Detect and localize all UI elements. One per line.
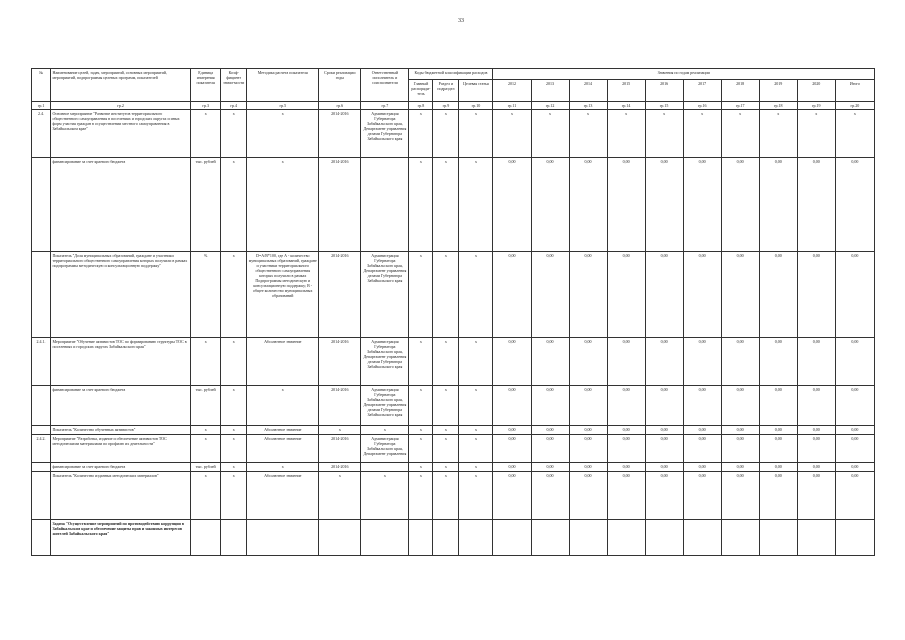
row-code-item: х (459, 472, 493, 520)
row-value: 0,00 (759, 338, 797, 386)
row-value: х (493, 110, 531, 158)
row-value: 0,00 (531, 435, 569, 463)
row-value: 0,00 (531, 252, 569, 338)
table-row (32, 472, 875, 520)
row-value: 0,00 (607, 463, 645, 472)
task-empty-cell (433, 520, 459, 556)
row-resp: х (361, 426, 409, 435)
row-value: 0,00 (607, 435, 645, 463)
row-method: D=A/B*100, где А - количество муниципальных образований, граждане и участники территориального общественного самоуправления которых получили в рамках Подпрограммы методическую и консультационную поддержку; В - общее количество муниципальных образований (247, 252, 319, 338)
task-empty-cell (531, 520, 569, 556)
table-row (32, 158, 875, 252)
row-value: 0,00 (683, 426, 721, 435)
row-name: финансирование за счет краевого бюджета (51, 386, 191, 426)
header-codes: Коды бюджетной классификации расходов (409, 69, 493, 80)
header-code-item: Целевая статья (459, 80, 493, 102)
row-no (32, 252, 51, 338)
row-method: Абсолютное значение (247, 426, 319, 435)
row-value: 0,00 (645, 472, 683, 520)
row-code-gr: х (409, 435, 433, 463)
row-value: 0,00 (721, 386, 759, 426)
column-number: гр.11 (493, 102, 531, 110)
row-no: 2.4. (32, 110, 51, 158)
row-value: 0,00 (835, 463, 874, 472)
row-coef: х (221, 435, 247, 463)
column-number: гр.1 (32, 102, 51, 110)
row-value: 0,00 (683, 472, 721, 520)
row-value: 0,00 (569, 463, 607, 472)
task-empty-cell (191, 520, 221, 556)
header-code-gr: Главный распоряди-тель (409, 80, 433, 102)
row-code-sec: х (433, 338, 459, 386)
row-value: 0,00 (607, 252, 645, 338)
row-method: Абсолютное значение (247, 435, 319, 463)
row-method: Абсолютное значение (247, 472, 319, 520)
table-row (32, 463, 875, 472)
task-empty-cell (759, 520, 797, 556)
row-value: 0,00 (721, 338, 759, 386)
row-period: х (319, 426, 361, 435)
task-empty-cell (683, 520, 721, 556)
row-value: 0,00 (835, 472, 874, 520)
row-code-item: х (459, 386, 493, 426)
header-name: Наименование целей, задач, мероприятий, основных мероприятий, мероприятий, подпрограммы целевых программ, показателей (51, 69, 191, 102)
table-row (32, 426, 875, 435)
row-no (32, 158, 51, 252)
row-value: 0,00 (569, 426, 607, 435)
row-code-sec: х (433, 158, 459, 252)
row-value: 0,00 (531, 386, 569, 426)
row-period: 2014-2016 (319, 463, 361, 472)
row-unit: х (191, 435, 221, 463)
row-code-sec: х (433, 472, 459, 520)
row-coef: х (221, 463, 247, 472)
header-year: 2016 (645, 80, 683, 102)
row-value: 0,00 (835, 426, 874, 435)
row-code-sec: х (433, 463, 459, 472)
header-year: 2017 (683, 80, 721, 102)
row-coef: х (221, 472, 247, 520)
row-no (32, 472, 51, 520)
row-value: 0,00 (493, 463, 531, 472)
row-resp: Администрация Губернатора Забайкальского края, Департамент управления делами Губернатора Забайкальского края (361, 252, 409, 338)
column-number: гр.2 (51, 102, 191, 110)
row-value: 0,00 (797, 386, 835, 426)
row-value: 0,00 (645, 338, 683, 386)
row-value: х (759, 110, 797, 158)
row-value: 0,00 (569, 158, 607, 252)
row-value: 0,00 (683, 252, 721, 338)
row-no: 2.4.2. (32, 435, 51, 463)
header-unit: Единица измерения показателя (191, 69, 221, 102)
row-value: 0,00 (759, 386, 797, 426)
column-number: гр.7 (361, 102, 409, 110)
row-method: х (247, 158, 319, 252)
row-period: 2014-2016 (319, 158, 361, 252)
task-empty-cell (221, 520, 247, 556)
row-coef: х (221, 426, 247, 435)
header-resp: Ответственный исполнитель и соисполнители (361, 69, 409, 102)
header-year: 2015 (607, 80, 645, 102)
row-method: х (247, 463, 319, 472)
page-number: 33 (458, 18, 464, 24)
column-number: гр.19 (797, 102, 835, 110)
task-empty-cell (409, 520, 433, 556)
row-value: 0,00 (607, 386, 645, 426)
row-value: 0,00 (569, 472, 607, 520)
column-number: гр.3 (191, 102, 221, 110)
row-value: 0,00 (531, 463, 569, 472)
row-value: 0,00 (797, 252, 835, 338)
row-value: 0,00 (683, 435, 721, 463)
header-year: 2013 (531, 80, 569, 102)
row-value: х (721, 110, 759, 158)
row-code-item: х (459, 463, 493, 472)
row-value: 0,00 (607, 426, 645, 435)
header-year: 2012 (493, 80, 531, 102)
row-code-gr: х (409, 252, 433, 338)
row-value: 0,00 (493, 338, 531, 386)
task-empty-cell (247, 520, 319, 556)
row-value: х (797, 110, 835, 158)
header-year: 2018 (721, 80, 759, 102)
header-method: Методика расчета показателя (247, 69, 319, 102)
row-value: х (607, 110, 645, 158)
column-number: гр.6 (319, 102, 361, 110)
row-period: 2014-2016 (319, 338, 361, 386)
row-value: 0,00 (721, 435, 759, 463)
row-method: х (247, 110, 319, 158)
program-table (31, 68, 875, 556)
header-code-sec: Раздел и подраздел (433, 80, 459, 102)
row-unit: х (191, 426, 221, 435)
row-code-sec: х (433, 426, 459, 435)
row-code-sec: х (433, 435, 459, 463)
row-value: 0,00 (569, 252, 607, 338)
row-name: Показатель "Доля муниципальных образований, граждане и участники территориального общественного самоуправления которых получили в рамках подпрограммы методическую и консультационную поддержку" (51, 252, 191, 338)
row-value: 0,00 (683, 463, 721, 472)
row-period: х (319, 472, 361, 520)
row-value: 0,00 (797, 472, 835, 520)
row-no: 2.4.1. (32, 338, 51, 386)
row-name: финансирование за счет краевого бюджета (51, 158, 191, 252)
row-period: 2014-2016 (319, 435, 361, 463)
row-code-gr: х (409, 386, 433, 426)
task-no (32, 520, 51, 556)
row-code-gr: х (409, 463, 433, 472)
column-number-row (32, 102, 875, 110)
row-period: 2014-2016 (319, 386, 361, 426)
row-no (32, 386, 51, 426)
column-number: гр.16 (683, 102, 721, 110)
row-code-item: х (459, 426, 493, 435)
row-value: 0,00 (531, 158, 569, 252)
column-number: гр.18 (759, 102, 797, 110)
row-value: 0,00 (645, 463, 683, 472)
row-value: 0,00 (759, 472, 797, 520)
task-empty-cell (721, 520, 759, 556)
row-value: 0,00 (531, 338, 569, 386)
row-code-gr: х (409, 110, 433, 158)
task-empty-cell (607, 520, 645, 556)
column-number: гр.5 (247, 102, 319, 110)
table-row (32, 110, 875, 158)
row-value: 0,00 (531, 426, 569, 435)
row-period: 2014-2016 (319, 110, 361, 158)
row-code-item: х (459, 110, 493, 158)
row-value: 0,00 (493, 386, 531, 426)
row-value: 0,00 (797, 338, 835, 386)
row-code-item: х (459, 252, 493, 338)
header-no: № (32, 69, 51, 102)
table-row (32, 338, 875, 386)
row-coef: х (221, 252, 247, 338)
row-resp (361, 463, 409, 472)
row-resp: Администрация Губернатора Забайкальского края, Департамент управления делами Губернатора Забайкальского края (361, 110, 409, 158)
row-no (32, 463, 51, 472)
row-value: 0,00 (607, 472, 645, 520)
header-year: 2014 (569, 80, 607, 102)
row-code-item: х (459, 435, 493, 463)
task-text: Задача "Осуществление мероприятий по противодействию коррупции в Забайкальском крае и обеспечение защиты прав и законных интересов жителей Забайкальского края" (51, 520, 191, 556)
row-value: 0,00 (569, 435, 607, 463)
row-value: х (531, 110, 569, 158)
row-period: 2014-2016 (319, 252, 361, 338)
row-resp (361, 158, 409, 252)
row-value: х (645, 110, 683, 158)
row-resp: х (361, 472, 409, 520)
column-number: гр.14 (607, 102, 645, 110)
task-empty-cell (797, 520, 835, 556)
row-value: 0,00 (683, 338, 721, 386)
header-values: Значения по годам реализации (493, 69, 875, 80)
row-unit: тыс. рублей (191, 158, 221, 252)
task-row (32, 520, 875, 556)
row-value: 0,00 (645, 252, 683, 338)
row-value: 0,00 (835, 252, 874, 338)
row-value: 0,00 (683, 158, 721, 252)
row-resp: Администрация Губернатора Забайкальского края, Департамент управления (361, 435, 409, 463)
row-value: 0,00 (569, 386, 607, 426)
column-number: гр.20 (835, 102, 874, 110)
column-number: гр.15 (645, 102, 683, 110)
row-value: 0,00 (797, 426, 835, 435)
row-code-item: х (459, 338, 493, 386)
row-value: 0,00 (683, 386, 721, 426)
column-number: гр.17 (721, 102, 759, 110)
row-coef: х (221, 338, 247, 386)
column-number: гр.10 (459, 102, 493, 110)
row-value: 0,00 (569, 338, 607, 386)
row-value: х (835, 110, 874, 158)
row-code-item: х (459, 158, 493, 252)
column-number: гр.9 (433, 102, 459, 110)
task-empty-cell (569, 520, 607, 556)
row-value: х (569, 110, 607, 158)
row-name: Мероприятие "Разработка, издание и обеспечение активистов ТОС методическими материалами по профилю их деятельности" (51, 435, 191, 463)
column-number: гр.12 (531, 102, 569, 110)
header-coef: Коэф-фициент значи-мости (221, 69, 247, 102)
header-period: Сроки реализации годы (319, 69, 361, 102)
task-empty-cell (319, 520, 361, 556)
row-value: 0,00 (531, 472, 569, 520)
row-value: 0,00 (645, 158, 683, 252)
header-total: Итого (835, 80, 874, 102)
row-value: 0,00 (493, 426, 531, 435)
row-name: Мероприятие "Обучение активистов ТОС по формированию структуры ТОС в поселениях и городских округах Забайкальского края" (51, 338, 191, 386)
row-value: 0,00 (493, 252, 531, 338)
row-method: х (247, 386, 319, 426)
row-code-gr: х (409, 472, 433, 520)
table-row (32, 435, 875, 463)
row-value: 0,00 (607, 338, 645, 386)
row-value: х (683, 110, 721, 158)
row-value: 0,00 (645, 426, 683, 435)
row-value: 0,00 (493, 435, 531, 463)
row-unit: х (191, 472, 221, 520)
row-value: 0,00 (797, 463, 835, 472)
row-coef: х (221, 158, 247, 252)
row-value: 0,00 (835, 386, 874, 426)
row-value: 0,00 (721, 426, 759, 435)
row-code-gr: х (409, 158, 433, 252)
header-year: 2019 (759, 80, 797, 102)
task-empty-cell (459, 520, 493, 556)
row-unit: х (191, 110, 221, 158)
table-row (32, 252, 875, 338)
row-unit: % (191, 252, 221, 338)
task-empty-cell (361, 520, 409, 556)
row-value: 0,00 (645, 435, 683, 463)
row-name: Показатель "Количество изданных методических материалов" (51, 472, 191, 520)
row-unit: тыс. рублей (191, 386, 221, 426)
row-value: 0,00 (721, 252, 759, 338)
row-code-sec: х (433, 386, 459, 426)
task-empty-cell (835, 520, 874, 556)
row-value: 0,00 (721, 463, 759, 472)
row-value: 0,00 (493, 472, 531, 520)
column-number: гр.8 (409, 102, 433, 110)
row-code-sec: х (433, 252, 459, 338)
row-coef: х (221, 386, 247, 426)
row-name: Показатель "Количество обученных активистов" (51, 426, 191, 435)
row-code-sec: х (433, 110, 459, 158)
row-no (32, 426, 51, 435)
row-value: 0,00 (835, 158, 874, 252)
row-value: 0,00 (645, 386, 683, 426)
row-value: 0,00 (835, 435, 874, 463)
row-value: 0,00 (797, 435, 835, 463)
row-value: 0,00 (759, 435, 797, 463)
row-value: 0,00 (835, 338, 874, 386)
row-value: 0,00 (607, 158, 645, 252)
row-name: финансирование за счет краевого бюджета (51, 463, 191, 472)
row-unit: тыс. рублей (191, 463, 221, 472)
row-coef: х (221, 110, 247, 158)
column-number: гр.13 (569, 102, 607, 110)
header-year: 2020 (797, 80, 835, 102)
row-value: 0,00 (759, 158, 797, 252)
row-value: 0,00 (721, 158, 759, 252)
task-empty-cell (493, 520, 531, 556)
row-value: 0,00 (759, 252, 797, 338)
row-code-gr: х (409, 338, 433, 386)
row-name: Основное мероприятие "Развитие институтов территориального общественного самоуправления в поселениях и городских округах и иных форм участия граждан в осуществлении местного самоуправления в Забайкальском крае" (51, 110, 191, 158)
row-code-gr: х (409, 426, 433, 435)
row-value: 0,00 (493, 158, 531, 252)
row-value: 0,00 (759, 426, 797, 435)
task-empty-cell (645, 520, 683, 556)
row-value: 0,00 (759, 463, 797, 472)
row-value: 0,00 (797, 158, 835, 252)
row-unit: х (191, 338, 221, 386)
row-resp: Администрация Губернатора Забайкальского края, Департамент управления делами Губернатора Забайкальского края (361, 338, 409, 386)
row-method: Абсолютное значение (247, 338, 319, 386)
row-value: 0,00 (721, 472, 759, 520)
column-number: гр.4 (221, 102, 247, 110)
row-resp: Администрация Губернатора Забайкальского края, Департамент управления делами Губернатора Забайкальского края (361, 386, 409, 426)
table-row (32, 386, 875, 426)
